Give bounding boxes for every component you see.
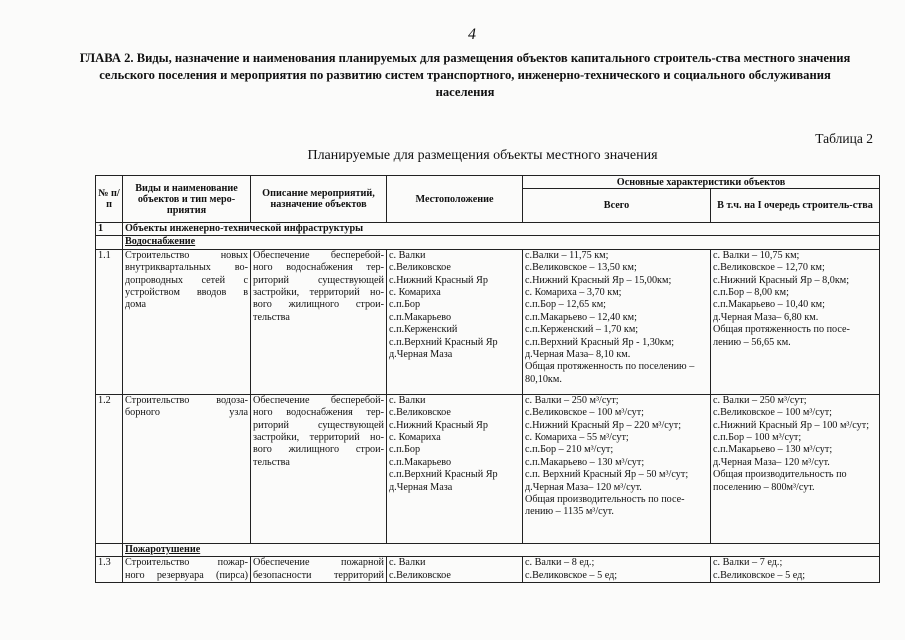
cell-line: с. Комариха: [389, 287, 441, 299]
table-label: Таблица 2: [815, 131, 873, 146]
cell-line: с.п.Верхний Красный Яр - 1,30км;: [525, 336, 675, 348]
cell-line: Общая протяженность по поселению – 80,10км.: [525, 361, 695, 385]
cell-line: с.Нижний Красный Яр: [389, 419, 488, 431]
cell-line: устройством вводов в: [125, 287, 248, 299]
row-location: [387, 249, 523, 394]
row-total: [523, 394, 711, 543]
cell-line: ного водоснабжения тер-: [253, 407, 384, 419]
header-num: № п/п: [96, 176, 123, 223]
cell-line: с.Валки – 11,75 км;: [525, 249, 609, 261]
chapter-title: ГЛАВА 2. Виды, назначение и наименования планируемых для размещения объектов капитального строитель-ства местного значения сельского поселения и мероприятия по развитию систем транспортного, инженерно-технического и социального обслуживания населения: [79, 51, 851, 99]
cell-line: с.Великовское – 12,70 км;: [713, 262, 825, 274]
cell-line: дома: [125, 299, 146, 311]
cell-line: лению – 56,65 км.: [713, 336, 791, 348]
header-location: Местоположение: [387, 176, 523, 223]
subsection-row: [96, 543, 880, 556]
cell-line: допроводных сетей с: [125, 274, 248, 286]
row-desc: [251, 249, 387, 394]
header-total: Всего: [523, 189, 711, 223]
cell-line: с. Валки: [389, 249, 426, 261]
cell-line: с. Валки: [389, 394, 426, 406]
cell-line: Строительство пожар-: [125, 557, 248, 569]
cell-line: с. Комариха – 3,70 км;: [525, 287, 622, 299]
cell-line: с.Великовское: [389, 262, 451, 274]
cell-line: с.п.Керженский – 1,70 км;: [525, 324, 639, 336]
cell-line: д.Черная Маза: [389, 349, 453, 361]
cell-line: с. Валки – 8 ед.;: [525, 557, 595, 569]
cell-line: с.п.Керженский: [389, 324, 458, 336]
cell-line: с.Великовское – 5 ед;: [525, 569, 618, 581]
cell-line: с.Нижний Красный Яр – 15,00км;: [525, 274, 672, 286]
cell-line: с.п.Макарьево: [389, 311, 452, 323]
row-location: [387, 557, 523, 583]
cell-line: с.Великовское: [389, 407, 451, 419]
row-total: [523, 249, 711, 394]
cell-line: с. Валки: [389, 557, 426, 569]
table-row: [96, 557, 880, 583]
section-num: 1: [96, 223, 123, 236]
cell-line: д.Черная Маза– 6,80 км.: [713, 311, 819, 323]
cell-line: борного узла: [125, 407, 248, 419]
cell-line: с.п.Макарьево – 130 м³/сут;: [713, 444, 833, 456]
cell-line: вого жилищного строи-: [253, 299, 384, 311]
cell-line: д.Черная Маза– 120 м³/сут.: [525, 481, 642, 493]
cell-line: тельства: [253, 311, 290, 323]
cell-line: с.п.Макарьево – 10,40 км;: [713, 299, 825, 311]
cell-line: с.п.Бор – 100 м³/сут;: [713, 432, 802, 444]
cell-line: внутриквартальных во-: [125, 262, 248, 274]
cell-line: с.Нижний Красный Яр – 220 м³/сут;: [525, 419, 682, 431]
row-first: [711, 394, 880, 543]
cell-line: с.Великовское – 100 м³/сут;: [713, 407, 833, 419]
cell-line: с.п.Бор – 210 м³/сут;: [525, 444, 614, 456]
cell-line: Строительство новых: [125, 249, 248, 261]
cell-line: с.п.Бор – 8,00 км;: [713, 287, 789, 299]
cell-line: с.Великовское – 13,50 км;: [525, 262, 637, 274]
header-main: Основные характеристики объектов: [523, 176, 880, 189]
cell-line: Общая производительность по: [713, 469, 847, 481]
cell-line: поселению – 800м³/сут.: [713, 481, 815, 493]
cell-line: с.п.Бор: [389, 299, 421, 311]
cell-line: Обеспечение бесперебой-: [253, 249, 384, 261]
cell-line: с.п. Верхний Красный Яр – 50 м³/сут;: [525, 469, 689, 481]
cell-line: застройки, территорий но-: [253, 432, 384, 444]
table-row: [96, 249, 880, 394]
cell-line: с. Комариха: [389, 432, 441, 444]
header-type: Виды и наименование объектов и тип меро-приятия: [123, 176, 251, 223]
cell-line: с.Великовское – 5 ед;: [713, 569, 806, 581]
cell-line: ного водоснабжения тер-: [253, 262, 384, 274]
row-first: [711, 249, 880, 394]
row-location: [387, 394, 523, 543]
row-type: [123, 394, 251, 543]
cell-line: д.Черная Маза: [389, 481, 453, 493]
cell-line: риторий существующей: [253, 419, 384, 431]
cell-line: риторий существующей: [253, 274, 384, 286]
cell-line: с.Великовское: [389, 569, 451, 581]
cell-line: с.п.Бор: [389, 444, 421, 456]
cell-line: лению – 1135 м³/сут.: [525, 506, 614, 518]
header-first: В т.ч. на I очередь строитель-ства: [711, 189, 880, 223]
subsection-fire: Пожаротушение: [123, 543, 880, 556]
row-num: 1.1: [96, 249, 123, 394]
cell-line: вого жилищного строи-: [253, 444, 384, 456]
header-desc: Описание мероприятий, назначение объектов: [251, 176, 387, 223]
cell-line: с.п.Верхний Красный Яр: [389, 469, 498, 481]
cell-line: Строительство водоза-: [125, 394, 248, 406]
row-first: [711, 557, 880, 583]
cell-line: Общая протяженность по посе-: [713, 324, 850, 336]
row-total: [523, 557, 711, 583]
section-title: Объекты инженерно-технической инфраструктуры: [123, 223, 880, 236]
cell-line: с.п.Бор – 12,65 км;: [525, 299, 606, 311]
cell-line: Обеспечение пожарной: [253, 557, 384, 569]
cell-line: с. Валки – 250 м³/сут;: [525, 394, 619, 406]
cell-line: с. Валки – 10,75 км;: [713, 249, 800, 261]
subsection-row: [96, 236, 880, 249]
cell-line: тельства: [253, 456, 290, 468]
row-num: 1.3: [96, 557, 123, 583]
cell-line: с. Валки – 250 м³/сут;: [713, 394, 807, 406]
table-title: Планируемые для размещения объекты местного значения: [307, 148, 658, 163]
cell-line: д.Черная Маза– 120 м³/сут.: [713, 456, 830, 468]
cell-line: д.Черная Маза– 8,10 км.: [525, 349, 631, 361]
subsection-water: Водоснабжение: [123, 236, 880, 249]
cell-line: с. Валки – 7 ед.;: [713, 557, 783, 569]
row-desc: [251, 394, 387, 543]
row-desc: [251, 557, 387, 583]
cell-line: застройки, территорий но-: [253, 287, 384, 299]
cell-line: с.Нижний Красный Яр: [389, 274, 488, 286]
cell-line: с.Великовское – 100 м³/сут;: [525, 407, 645, 419]
row-type: [123, 249, 251, 394]
table-row: [96, 394, 880, 543]
cell-line: с.Нижний Красный Яр – 8,0км;: [713, 274, 850, 286]
cell-line: с.п.Макарьево – 130 м³/сут;: [525, 456, 645, 468]
cell-line: с. Комариха – 55 м³/сут;: [525, 432, 629, 444]
cell-line: с.п.Макарьево: [389, 456, 452, 468]
row-num: 1.2: [96, 394, 123, 543]
objects-table: [95, 175, 880, 583]
cell-line: с.п.Верхний Красный Яр: [389, 336, 498, 348]
page-number: 4: [468, 26, 476, 43]
cell-line: с.Нижний Красный Яр – 100 м³/сут;: [713, 419, 870, 431]
row-type: [123, 557, 251, 583]
cell-line: Обеспечение бесперебой-: [253, 394, 384, 406]
section-row: [96, 223, 880, 236]
cell-line: Общая производительность по посе-: [525, 494, 685, 506]
cell-line: с.п.Макарьево – 12,40 км;: [525, 311, 637, 323]
cell-line: ного резервуара (пирса): [125, 569, 248, 581]
cell-line: безопасности территорий: [253, 569, 384, 581]
